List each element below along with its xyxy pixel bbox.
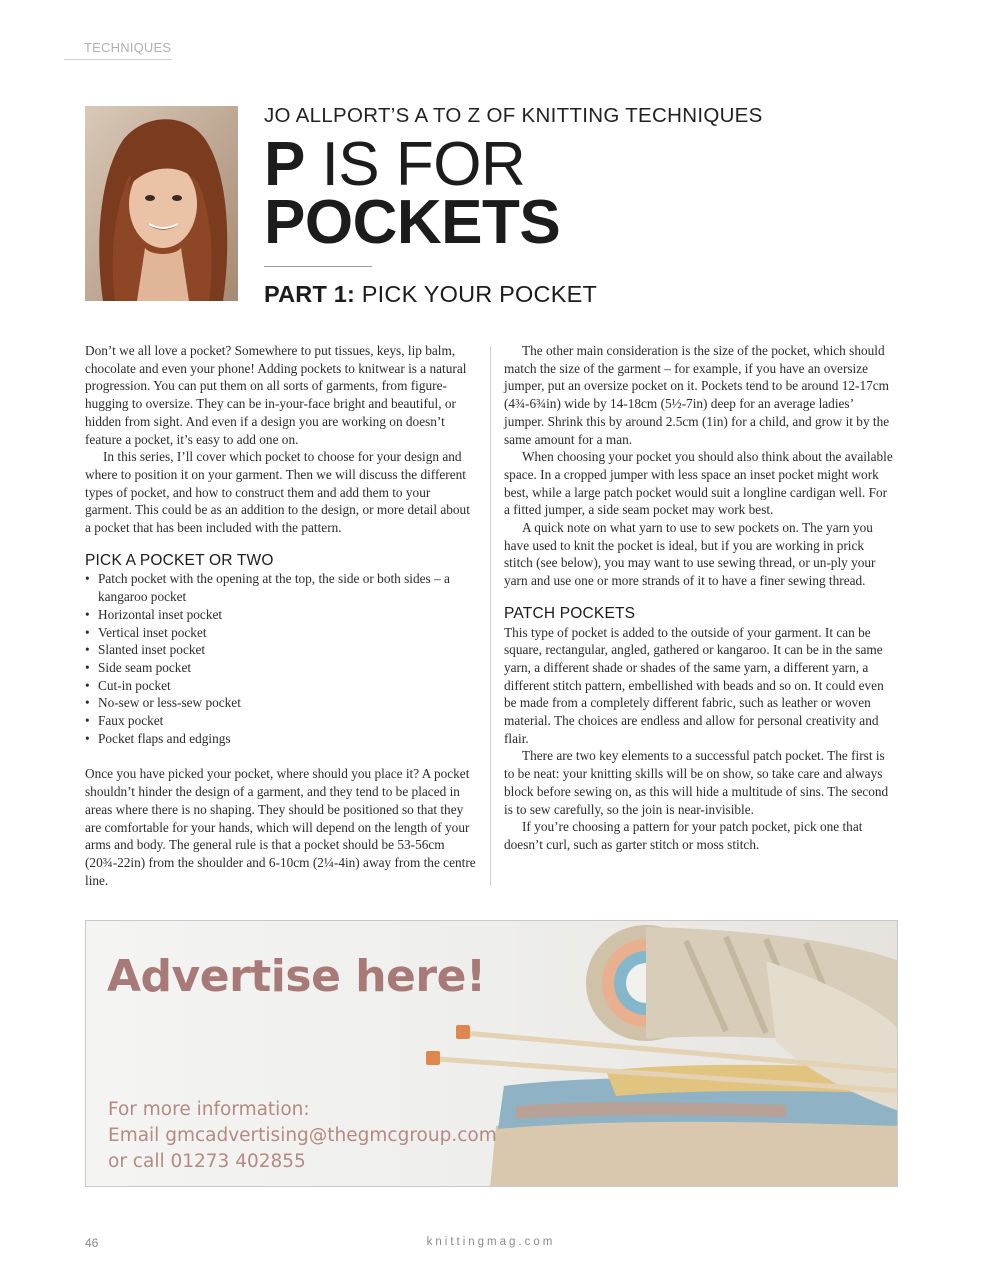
title-letter: P [264,130,305,199]
ad-contact-info [108,1097,497,1175]
space-paragraph: When choosing your pocket you should also think about the available space. In a cropped jumper with less space an inset pocket might work best, while a large patch pocket would suit a longline cardigan well. For a fitted jumper, a side seam pocket may work best. [504,449,893,518]
list-item: • Patch pocket with the opening at the top, the side or both sides – a kangaroo pocket [85,570,477,605]
author-portrait-illustration [85,106,238,301]
ad-email-line[interactable]: Email gmcadvertising@thegmcgroup.com [108,1125,497,1146]
left-column [85,342,477,889]
page-number: 46 [85,1236,99,1250]
size-paragraph: The other main consideration is the size of the pocket, which should match the size of the garment – for example, if you have an oversize jumper, put an oversize pocket on it. Pockets tend to be around 12-17cm (4¾-6¾in) wide by 14-18cm (5½-7in) deep for an average ladies’ jumper. Shrink this by around 2.5cm (1in) for a child, and grow it by the same amount for a man. [504,343,890,447]
part-label: PART 1: [264,281,356,307]
part-title: PICK YOUR POCKET [355,281,597,307]
article-title-line2: POCKETS [264,188,561,257]
list-item: • Side seam pocket [85,659,477,677]
intro-paragraph: Don’t we all love a pocket? Somewhere to put tissues, keys, lip balm, chocolate and even your phone! Adding pockets to knitwear is a natural progression. You can put them on all sorts of garments, from figure-hugging to oversize. They can be in-your-face bright and beautiful, or hidden from sight. And even if a design you are working on doesn’t feature a pocket, it’s easy to add one on. [85,343,467,447]
ad-phone-line[interactable]: or call 01273 402855 [108,1151,306,1172]
pocket-types-list [85,570,477,747]
right-column [504,342,896,854]
pocket-types-heading: PICK A POCKET OR TWO [85,551,274,569]
patch-pockets-heading: PATCH POCKETS [504,604,636,622]
section-tag: TECHNIQUES [64,40,172,60]
patch-pattern-paragraph: If you’re choosing a pattern for your patch pocket, pick one that doesn’t curl, such as garter stitch or moss stitch. [504,819,863,852]
article-header [264,104,904,308]
spacer [85,747,477,765]
list-item: • Horizontal inset pocket [85,606,477,624]
list-item: • Faux pocket [85,712,477,730]
list-item: • Vertical inset pocket [85,624,477,642]
list-item: • No-sew or less-sew pocket [85,694,477,712]
list-item: • Cut-in pocket [85,677,477,695]
part-subtitle [264,281,904,308]
series-paragraph: In this series, I’ll cover which pocket to choose for your design and where to position it on your garment. Then we will discuss the different types of pocket, and how to construct them and add them to your garment. This could be as an addition to the design, or more detail about a pocket that has been included with the pattern. [85,449,470,536]
patch-elements-paragraph: There are two key elements to a successful patch pocket. The first is to be neat: your knitting skills will be on show, so take care and always block before sewing on, as this will hide a multitude of sins. The second is to sew carefully, so the join is near-invisible. [504,748,889,817]
patch-intro-paragraph: This type of pocket is added to the outside of your garment. It can be square, rectangular, angled, gathered or kangaroo. It can be in the same yarn, a different shade or shades of the same yarn, a different yarn, a different stitch pattern, embellished with beads and so on. It could even be made from a completely different fabric, such as leather or woven material. The choices are endless and allow for personal creativity and flair. [504,624,884,746]
ad-info-line: For more information: [108,1099,310,1120]
ad-headline: Advertise here! [107,951,486,1002]
advertisement[interactable] [85,920,898,1187]
title-divider [264,266,372,267]
title-rest: IS FOR [304,130,526,199]
author-photo [85,106,238,301]
column-divider [490,346,491,886]
list-item: • Pocket flaps and edgings [85,730,477,748]
article-title-line1 [264,130,904,199]
yarn-paragraph: A quick note on what yarn to use to sew pockets on. The yarn you have used to knit the pocket is ideal, but if you are working in prick stitch (see below), you may want to use sewing thread, or un-ply your yarn and use one or more strands of it to have a finer sewing thread. [504,520,876,589]
list-item: • Slanted inset pocket [85,641,477,659]
footer-site-url[interactable]: knittingmag.com [426,1236,556,1248]
placement-paragraph: Once you have picked your pocket, where should you place it? A pocket shouldn’t hinder the design of a garment, and they tend to be placed in areas where there is no shaping. They should be positioned so that they are comfortable for your hands, which will depend on the length of your arms and body. The general rule is that a pocket should be 53-56cm (20¾-22in) from the shoulder and 6-10cm (2¼-4in) away from the centre line. [85,766,476,888]
series-kicker: JO ALLPORT’S A TO Z OF KNITTING TECHNIQUES [264,104,763,127]
